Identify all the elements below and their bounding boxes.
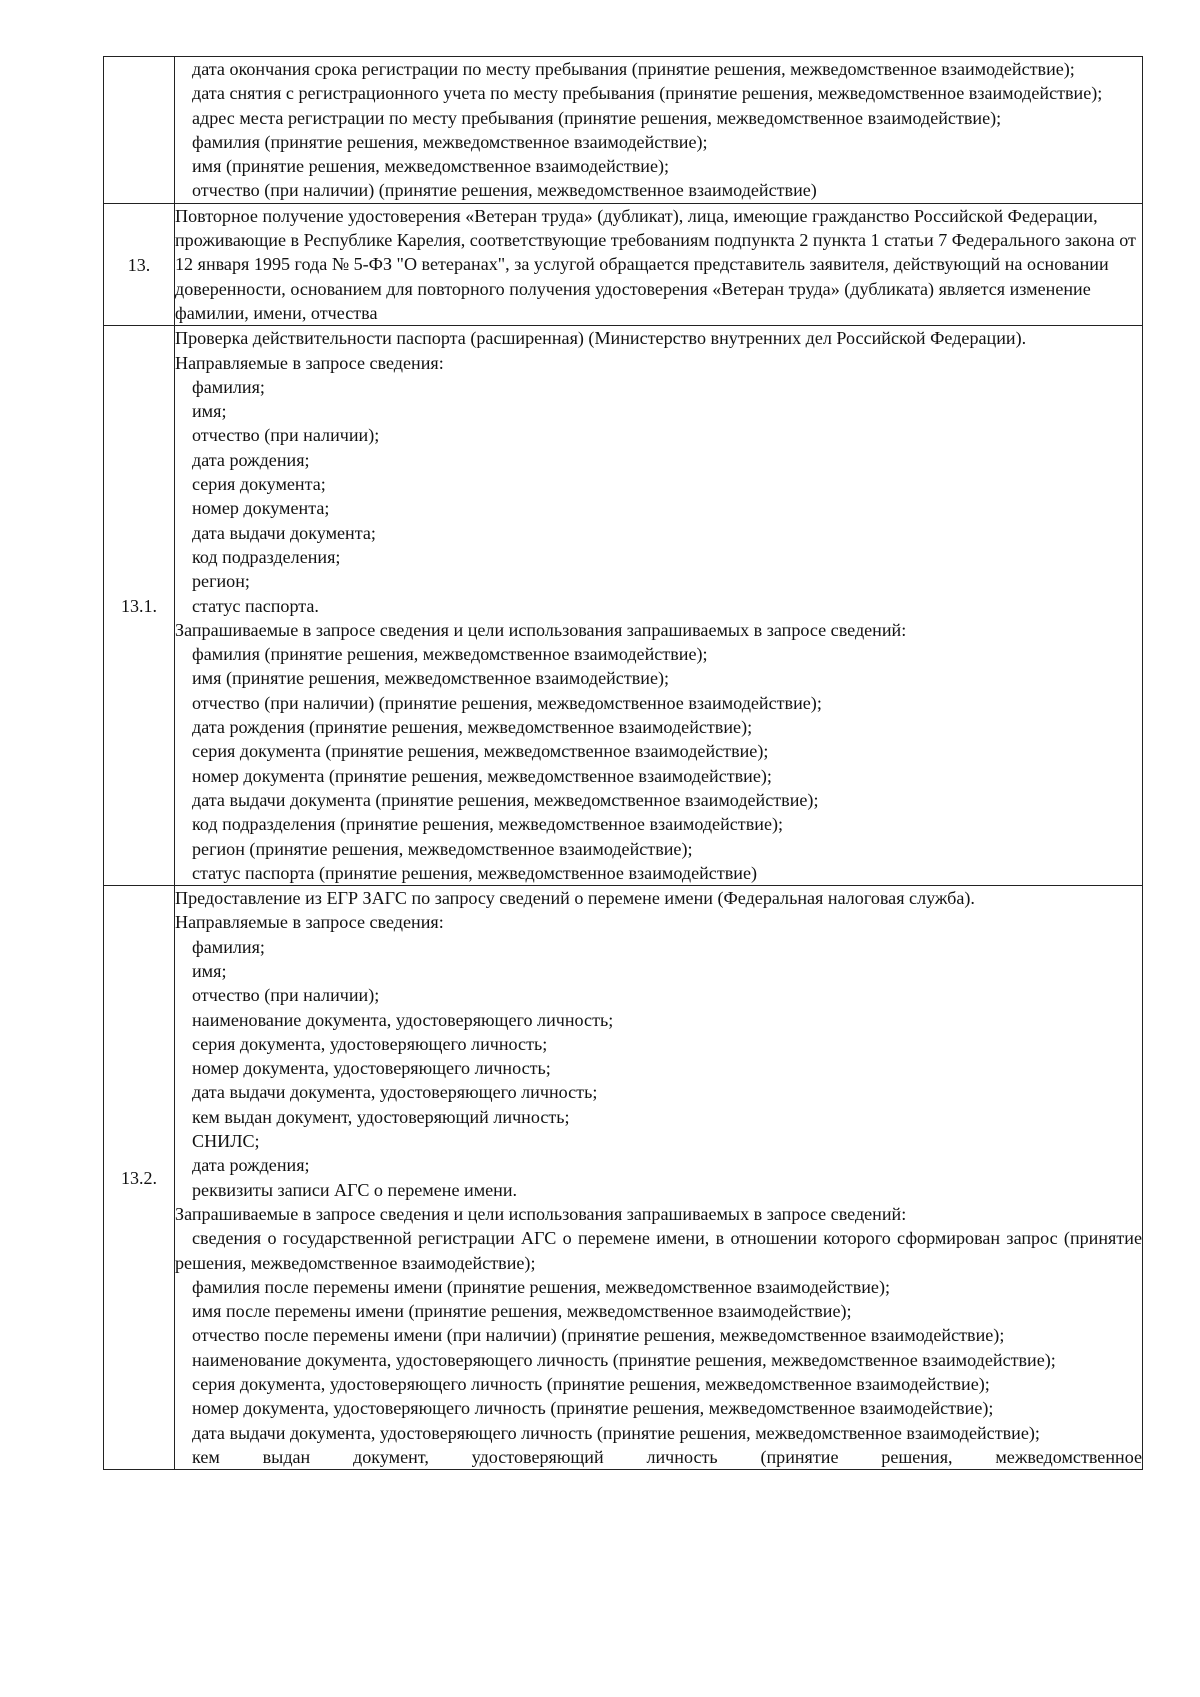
- row-content-cell: [175, 326, 1143, 886]
- paragraph-line: имя (принятие решения, межведомственное взаимодействие);: [192, 156, 670, 177]
- paragraph-line: регион (принятие решения, межведомственное взаимодействие);: [192, 838, 693, 859]
- paragraph-line: имя (принятие решения, межведомственное взаимодействие);: [192, 668, 670, 689]
- row-number-cell: [104, 57, 175, 204]
- table-row: [104, 886, 1143, 1470]
- paragraph-line: статус паспорта.: [192, 595, 319, 616]
- paragraph-line: статус паспорта (принятие решения, межведомственное взаимодействие): [192, 862, 758, 883]
- row-number-cell: 13.2.: [104, 886, 175, 1470]
- paragraph-line: Повторное получение удостоверения «Ветеран труда» (дубликат), лица, имеющие гражданство Российской Федерации, проживающие в Республике Карелия, соответствующие требованиям подпункта 2 пункта 1 статьи 7 Федерального закона от 12 января 1995 года № 5-ФЗ "О ветеранах", за услугой обращается представитель заявителя, действующий на основании доверенности, основанием для повторного получения удостоверения «Ветеран труда» (дубликата) является изменение фамилии, имени, отчества: [175, 205, 1136, 323]
- paragraph-line: серия документа;: [192, 474, 326, 495]
- paragraph-line: серия документа, удостоверяющего личность;: [192, 1033, 548, 1054]
- paragraph-line: код подразделения;: [192, 546, 341, 567]
- paragraph-line: дата рождения;: [192, 449, 310, 470]
- paragraph-line: имя;: [192, 401, 227, 422]
- row-content-cell: [175, 203, 1143, 325]
- paragraph-line: фамилия после перемены имени (принятие решения, межведомственное взаимодействие);: [192, 1276, 891, 1297]
- paragraph-line: отчество после перемены имени (при наличии) (принятие решения, межведомственное взаимодействие);: [192, 1325, 1005, 1346]
- paragraph-line: дата окончания срока регистрации по месту пребывания (принятие решения, межведомственное взаимодействие);: [192, 59, 1075, 79]
- paragraph-line: фамилия;: [192, 376, 265, 397]
- paragraph-line: регион;: [192, 571, 250, 592]
- paragraph-line: дата выдачи документа (принятие решения, межведомственное взаимодействие);: [192, 789, 819, 810]
- paragraph-line: Направляемые в запросе сведения:: [175, 912, 444, 933]
- table-row: [104, 326, 1143, 886]
- paragraph-line: адрес места регистрации по месту пребывания (принятие решения, межведомственное взаимодействие);: [192, 107, 1002, 128]
- paragraph-line: кем выдан документ, удостоверяющий личность;: [192, 1106, 570, 1127]
- paragraph-line: наименование документа, удостоверяющего личность;: [192, 1009, 614, 1030]
- document-page: [103, 56, 1143, 1470]
- paragraph-line: отчество (при наличии);: [192, 985, 380, 1006]
- row-number-cell: 13.: [104, 203, 175, 325]
- row-content-cell: [175, 57, 1143, 204]
- paragraph-line: Предоставление из ЕГР ЗАГС по запросу сведений о перемене имени (Федеральная налоговая служба).: [175, 888, 975, 909]
- paragraph-line: наименование документа, удостоверяющего личность (принятие решения, межведомственное взаимодействие);: [192, 1349, 1056, 1370]
- paragraph-line: номер документа;: [192, 498, 330, 519]
- paragraph-line: номер документа, удостоверяющего личность;: [192, 1058, 551, 1079]
- paragraph-line: реквизиты записи АГС о перемене имени.: [192, 1179, 518, 1200]
- table-body: [104, 57, 1143, 1470]
- paragraph-line: Направляемые в запросе сведения:: [175, 352, 444, 373]
- paragraph-line: отчество (при наличии) (принятие решения, межведомственное взаимодействие): [192, 180, 817, 201]
- services-table: [103, 56, 1143, 1470]
- paragraph-line: серия документа (принятие решения, межведомственное взаимодействие);: [192, 741, 769, 762]
- paragraph-line: номер документа, удостоверяющего личность (принятие решения, межведомственное взаимодействие);: [192, 1398, 994, 1419]
- row-content-cell: [175, 886, 1143, 1470]
- paragraph-line: Проверка действительности паспорта (расширенная) (Министерство внутренних дел Российской Федерации).: [175, 328, 1027, 349]
- paragraph-line: серия документа, удостоверяющего личность (принятие решения, межведомственное взаимодействие);: [192, 1374, 990, 1395]
- paragraph-line: имя;: [192, 960, 227, 981]
- paragraph-line: дата рождения;: [192, 1155, 310, 1176]
- table-row: [104, 57, 1143, 204]
- paragraph-line: Запрашиваемые в запросе сведения и цели использования запрашиваемых в запросе сведений:: [175, 1203, 907, 1224]
- paragraph-line: фамилия (принятие решения, межведомственное взаимодействие);: [192, 131, 708, 152]
- paragraph-line: дата рождения (принятие решения, межведомственное взаимодействие);: [192, 717, 753, 738]
- paragraph-line: дата выдачи документа, удостоверяющего личность (принятие решения, межведомственное взаимодействие);: [192, 1422, 1040, 1443]
- paragraph-line: фамилия;: [192, 936, 265, 957]
- paragraph-line: дата снятия с регистрационного учета по месту пребывания (принятие решения, межведомственное взаимодействие);: [192, 83, 1103, 104]
- row-number-cell: 13.1.: [104, 326, 175, 886]
- paragraph-line: номер документа (принятие решения, межведомственное взаимодействие);: [192, 765, 772, 786]
- paragraph-line: дата выдачи документа;: [192, 522, 376, 543]
- table-row: [104, 203, 1143, 325]
- paragraph-line: имя после перемены имени (принятие решения, межведомственное взаимодействие);: [192, 1301, 852, 1322]
- paragraph-line: отчество (при наличии) (принятие решения, межведомственное взаимодействие);: [192, 692, 822, 713]
- paragraph-line: Запрашиваемые в запросе сведения и цели использования запрашиваемых в запросе сведений:: [175, 619, 907, 640]
- paragraph-line: отчество (при наличии);: [192, 425, 380, 446]
- paragraph-line: код подразделения (принятие решения, межведомственное взаимодействие);: [192, 814, 784, 835]
- paragraph-line: кем выдан документ, удостоверяющий личность (принятие решения, межведомственное: [192, 1446, 1142, 1467]
- paragraph-line: СНИЛС;: [192, 1131, 260, 1152]
- paragraph-line: фамилия (принятие решения, межведомственное взаимодействие);: [192, 644, 708, 665]
- paragraph-line: дата выдачи документа, удостоверяющего личность;: [192, 1082, 598, 1103]
- paragraph-line: сведения о государственной регистрации АГС о перемене имени, в отношении которого сформирован запрос (принятие решения, межведомственное взаимодействие);: [175, 1228, 1142, 1273]
